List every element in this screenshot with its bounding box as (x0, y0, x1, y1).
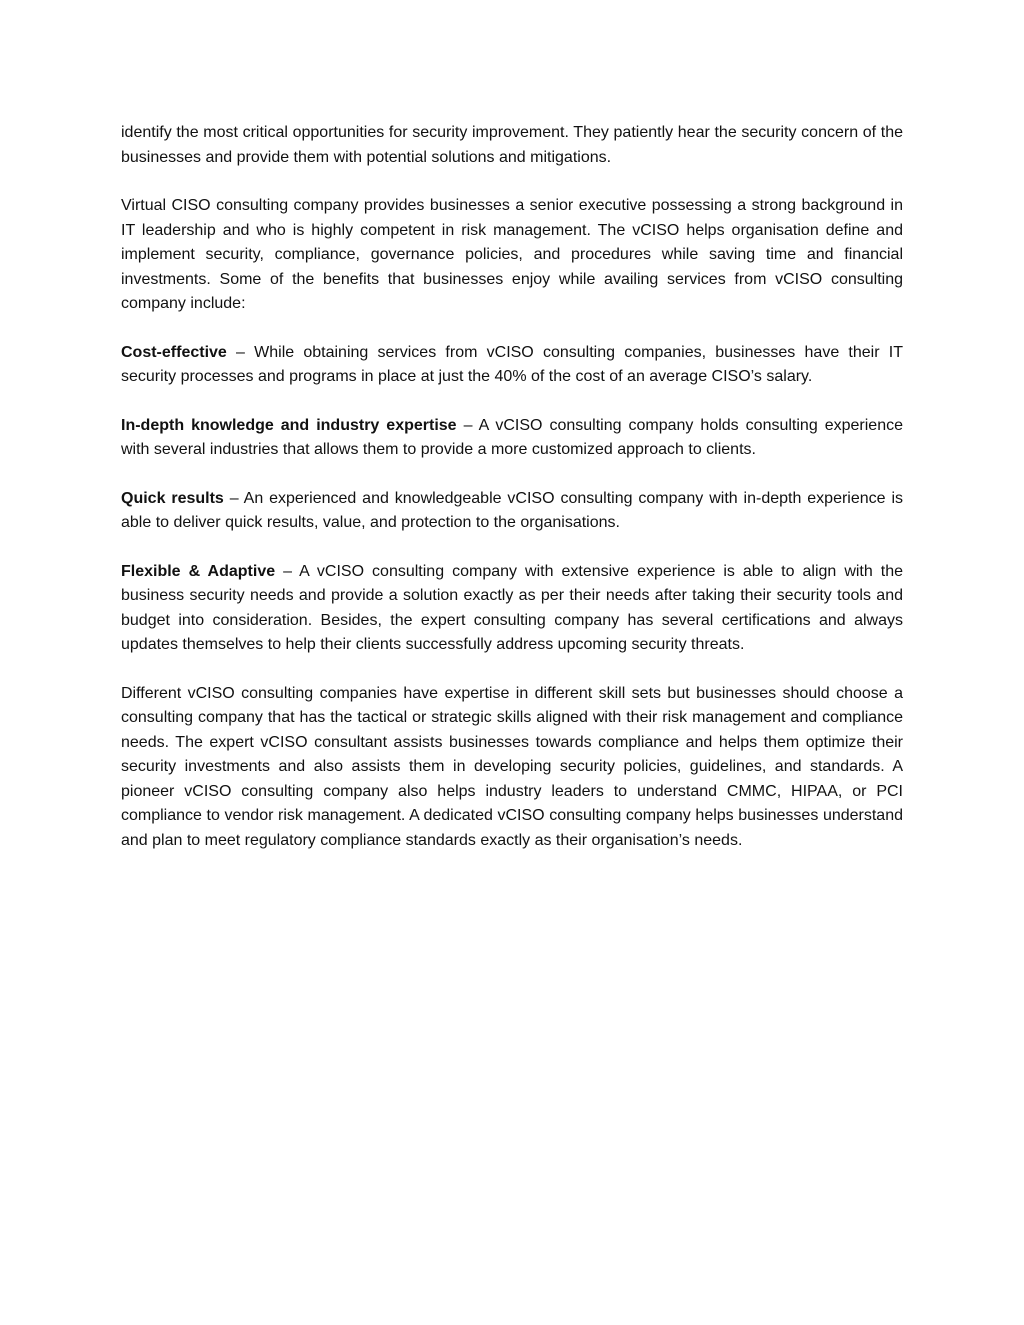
paragraph-virtual-ciso (121, 194, 903, 317)
paragraph-cost-effective (121, 341, 903, 390)
paragraph-text: – An experienced and knowledgeable vCISO consulting company with in-depth experience is able to deliver quick results, value, and protection to the organisations. (121, 489, 903, 531)
paragraph-text: identify the most critical opportunities for security improvement. They patiently hear the security concern of the businesses and provide them with potential solutions and mitigations. (121, 124, 903, 166)
paragraph-text: – A vCISO consulting company with extensive experience is able to align with the business security needs and provide a solution exactly as per their needs after taking their security tools and budget into consideration. Besides, the expert consulting company has several certifications and always updates themselves to help their clients successfully address upcoming security threats. (121, 562, 904, 653)
document-body (121, 121, 903, 877)
paragraph-industry-expertise (121, 414, 903, 463)
paragraph-text: – While obtaining services from vCISO consulting companies, businesses have their IT security processes and programs in place at just the 40% of the cost of an average CISO’s salary. (121, 343, 903, 385)
paragraph-text: Virtual CISO consulting company provides businesses a senior executive possessing a strong background in IT leadership and who is highly competent in risk management. The vCISO helps organisation define and implement security, compliance, governance policies, and procedures while saving time and financial investments. Some of the benefits that businesses enjoy while availing services from vCISO consulting company include: (121, 197, 903, 312)
paragraph-intro-continued (121, 121, 903, 170)
paragraph-lead: In-depth knowledge and industry expertise (121, 416, 457, 434)
paragraph-lead: Flexible & Adaptive (121, 562, 276, 580)
paragraph-different-companies (121, 682, 903, 854)
paragraph-quick-results (121, 487, 903, 536)
paragraph-text: – A vCISO consulting company holds consulting experience with several industries that allows them to provide a more customized approach to clients. (121, 416, 903, 458)
paragraph-lead: Quick results (121, 489, 224, 507)
paragraph-lead: Cost-effective (121, 343, 227, 361)
paragraph-flexible-adaptive (121, 560, 903, 658)
paragraph-text: Different vCISO consulting companies have expertise in different skill sets but businesses should choose a consulting company that has the tactical or strategic skills aligned with their risk management and compliance needs. The expert vCISO consultant assists businesses towards compliance and helps them optimize their security investments and also assists them in developing security policies, guidelines, and standards. A pioneer vCISO consulting company also helps industry leaders to understand CMMC, HIPAA, or PCI compliance to vendor risk management. A dedicated vCISO consulting company helps businesses understand and plan to meet regulatory compliance standards exactly as their organisation’s needs. (121, 684, 903, 849)
